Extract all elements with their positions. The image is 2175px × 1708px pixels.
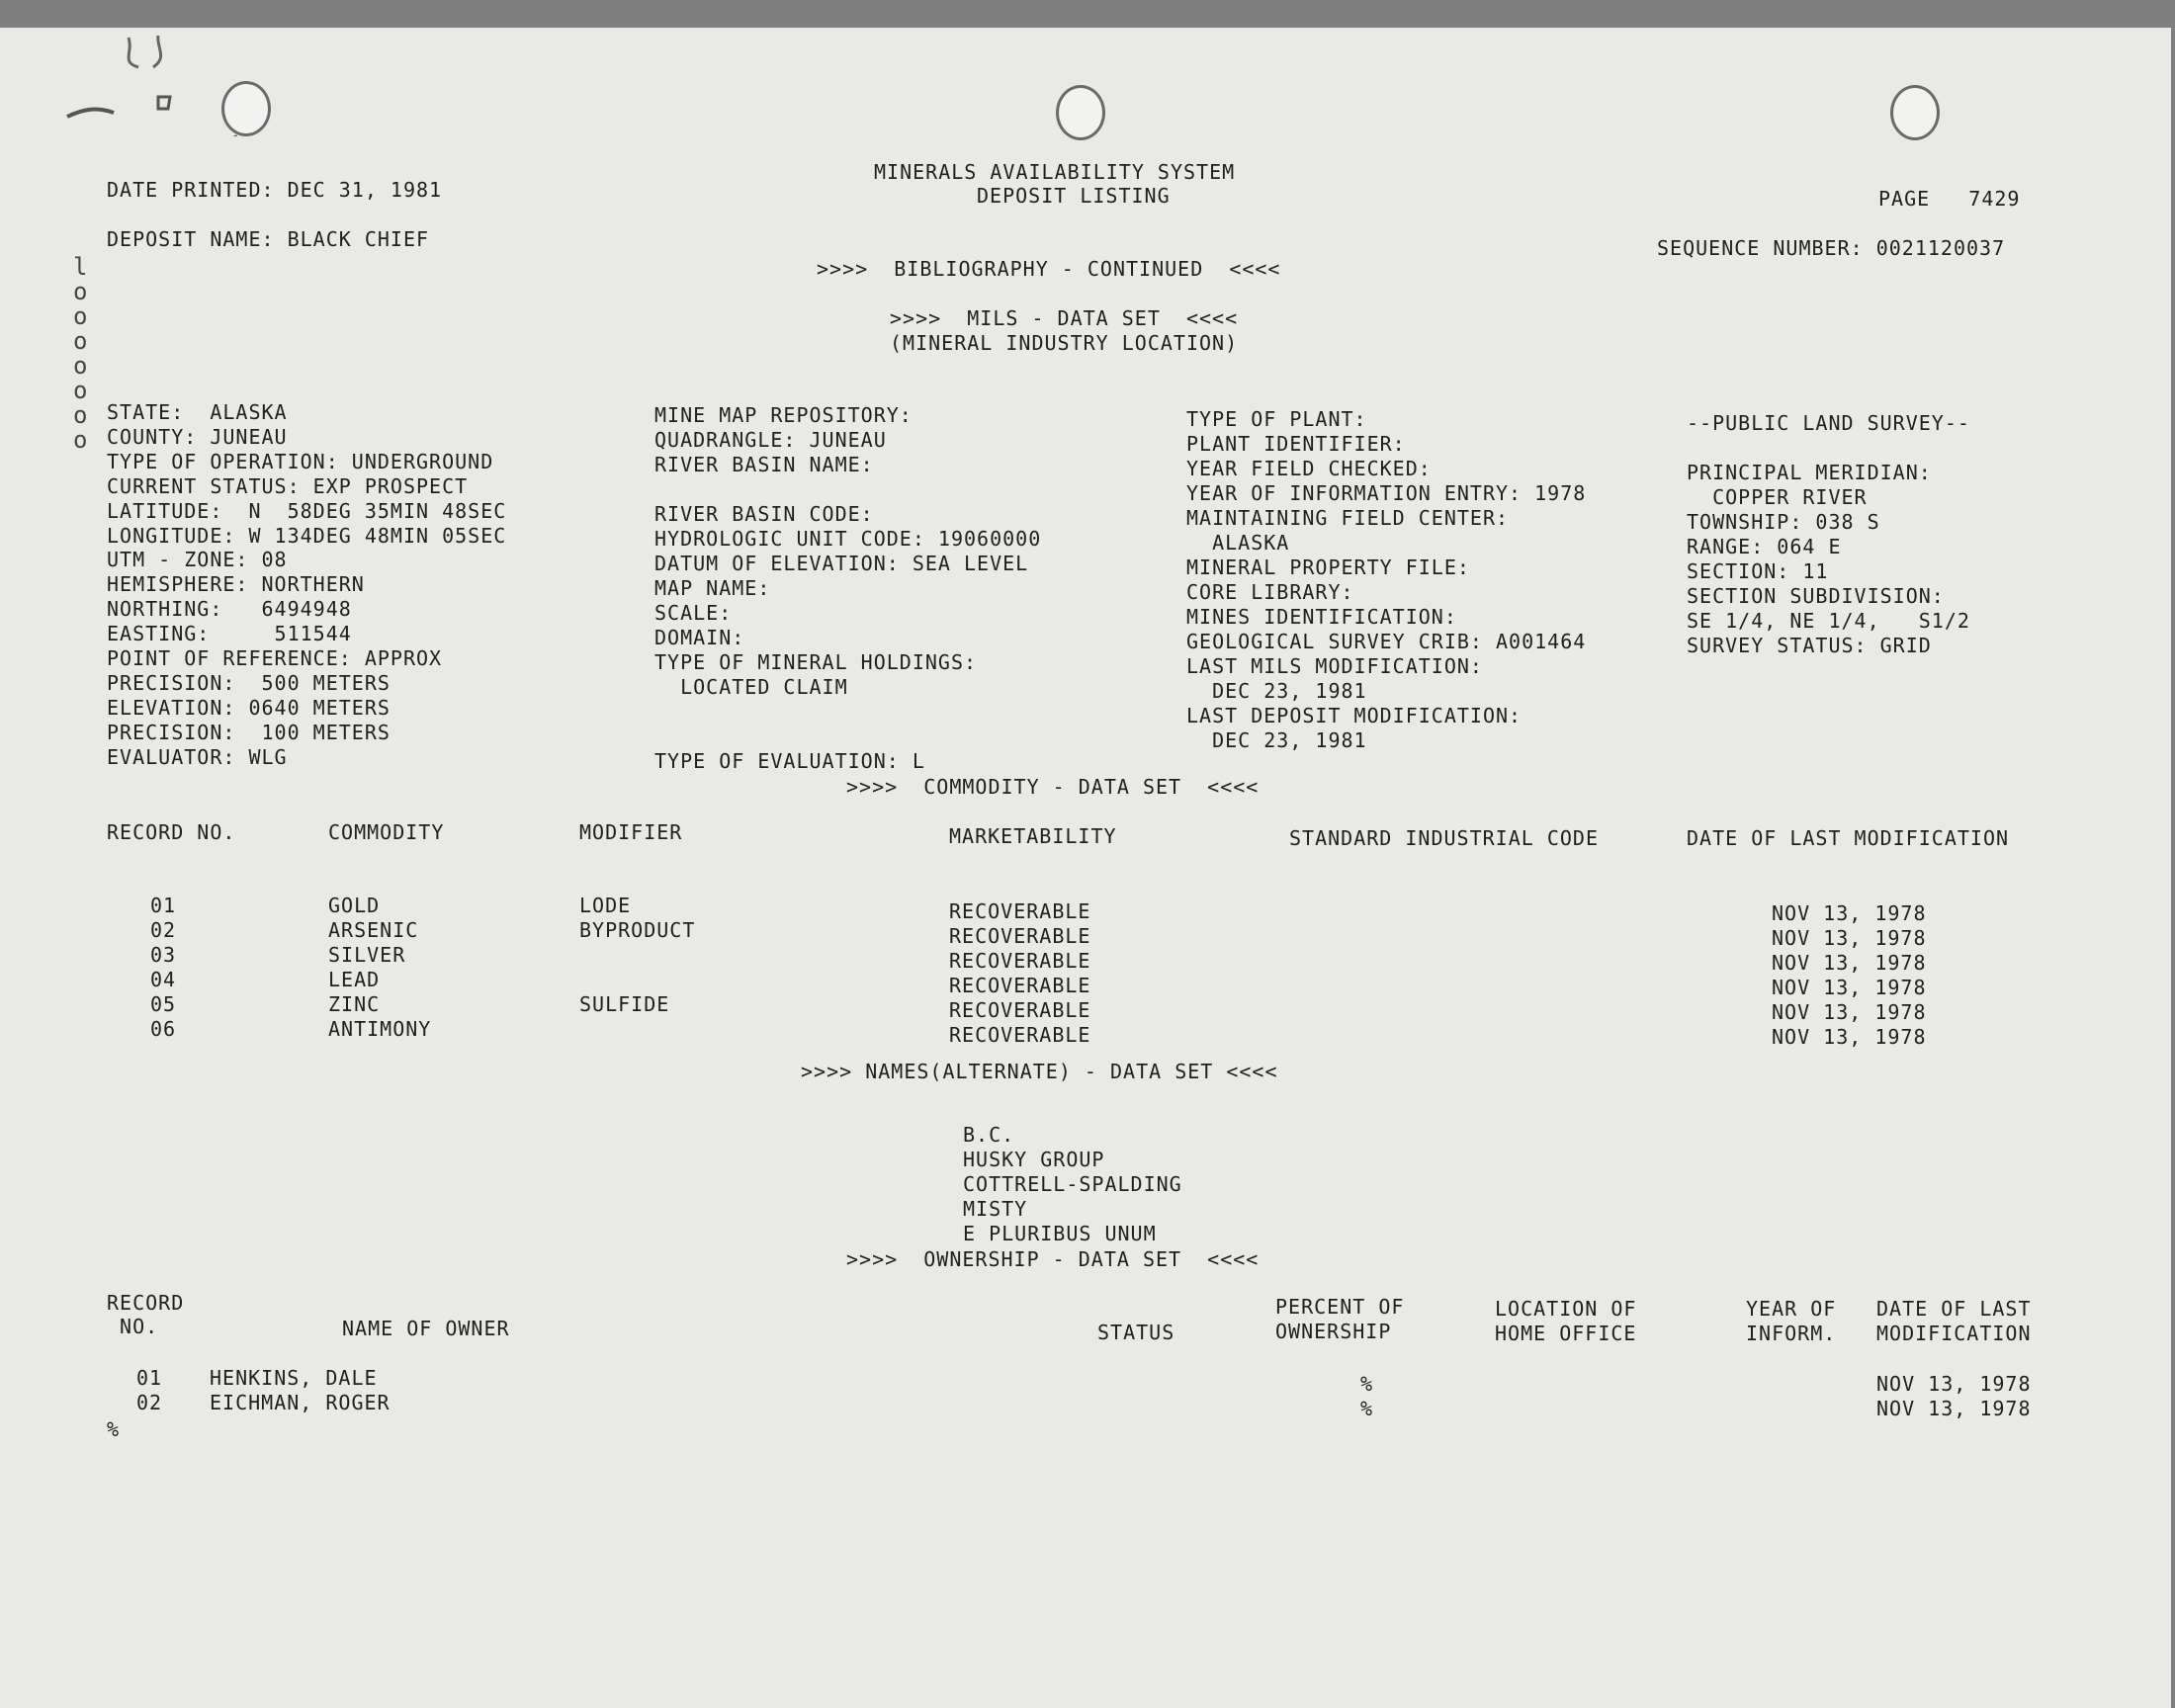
- mils-field-line: DEC 23, 1981: [1186, 679, 1367, 703]
- commodity-modifier: BYPRODUCT: [579, 918, 696, 942]
- mils-field-line: RIVER BASIN CODE:: [654, 502, 874, 526]
- commodity-header-modifier: MODIFIER: [579, 820, 683, 844]
- margin-digit: o: [73, 352, 88, 380]
- ownership-header-date-1: DATE OF LAST: [1876, 1297, 2032, 1321]
- modification-date: NOV 13, 1978: [1876, 1372, 2032, 1396]
- ownership-header-percent-1: PERCENT OF: [1275, 1295, 1405, 1319]
- record-number: 04: [150, 968, 177, 991]
- mils-field-line: ELEVATION: 0640 METERS: [107, 695, 391, 720]
- marketability-value: RECOVERABLE: [949, 924, 1091, 948]
- mils-field-line: LAST DEPOSIT MODIFICATION:: [1186, 704, 1522, 727]
- survey-field-line: RANGE: 064 E: [1687, 535, 1842, 558]
- modification-date: NOV 13, 1978: [1772, 1025, 1927, 1049]
- alternate-name: COTTRELL-SPALDING: [963, 1172, 1182, 1196]
- record-number: 06: [150, 1017, 177, 1041]
- mils-field-line: MINE MAP REPOSITORY:: [654, 403, 913, 427]
- survey-field-line: SECTION SUBDIVISION:: [1687, 584, 1945, 608]
- ownership-header-date-2: MODIFICATION: [1876, 1322, 2032, 1345]
- mils-field-line: UTM - ZONE: 08: [107, 548, 288, 572]
- margin-digit: o: [73, 327, 88, 355]
- record-number: 03: [150, 943, 177, 967]
- mils-field-line: NORTHING: 6494948: [107, 597, 352, 622]
- ownership-header-year-1: YEAR OF: [1746, 1297, 1837, 1321]
- ownership-header-no: NO.: [107, 1315, 159, 1338]
- mils-field-line: PRECISION: 100 METERS: [107, 720, 391, 744]
- commodity-heading: >>>> COMMODITY - DATA SET <<<<: [846, 775, 1260, 799]
- commodity-name: SILVER: [328, 943, 406, 967]
- commodity-name: GOLD: [328, 894, 381, 917]
- commodity-header-date: DATE OF LAST MODIFICATION: [1687, 826, 2010, 850]
- punch-hole-center: [1056, 85, 1105, 140]
- deposit-name: DEPOSIT NAME: BLACK CHIEF: [107, 227, 430, 251]
- date-printed: DATE PRINTED: DEC 31, 1981: [107, 178, 443, 202]
- mils-field-line: COUNTY: JUNEAU: [107, 424, 288, 449]
- marketability-value: RECOVERABLE: [949, 998, 1091, 1022]
- mils-field-line: MAP NAME:: [654, 576, 771, 600]
- page-number: PAGE 7429: [1878, 187, 2021, 211]
- commodity-name: ANTIMONY: [328, 1017, 432, 1041]
- survey-field-line: SE 1/4, NE 1/4, S1/2: [1687, 609, 1970, 633]
- listing-title: DEPOSIT LISTING: [977, 184, 1171, 208]
- mils-field-line: ALASKA: [1186, 531, 1290, 555]
- mils-field-line: MAINTAINING FIELD CENTER:: [1186, 506, 1510, 530]
- mils-field-line: LATITUDE: N 58DEG 35MIN 48SEC: [107, 498, 507, 523]
- ownership-heading: >>>> OWNERSHIP - DATA SET <<<<: [846, 1247, 1260, 1271]
- ownership-header-record: RECORD: [107, 1291, 185, 1315]
- mils-field-line: TYPE OF PLANT:: [1186, 407, 1367, 431]
- record-number: 02: [150, 918, 177, 942]
- mils-field-line: DEC 23, 1981: [1186, 728, 1367, 752]
- ownership-header-name: NAME OF OWNER: [342, 1317, 510, 1340]
- commodity-header-sic: STANDARD INDUSTRIAL CODE: [1289, 826, 1599, 850]
- survey-field-line: SECTION: 11: [1687, 559, 1829, 583]
- names-heading: >>>> NAMES(ALTERNATE) - DATA SET <<<<: [801, 1060, 1278, 1083]
- mils-subheading: (MINERAL INDUSTRY LOCATION): [890, 331, 1239, 355]
- ownership-header-status: STATUS: [1097, 1321, 1175, 1344]
- mils-field-line: RIVER BASIN NAME:: [654, 453, 874, 476]
- alternate-name: HUSKY GROUP: [963, 1148, 1105, 1171]
- modification-date: NOV 13, 1978: [1876, 1397, 2032, 1420]
- alternate-name: E PLURIBUS UNUM: [963, 1222, 1157, 1245]
- mils-field-line: LAST MILS MODIFICATION:: [1186, 654, 1483, 678]
- mils-field-line: EASTING: 511544: [107, 622, 352, 646]
- mils-heading: >>>> MILS - DATA SET <<<<: [890, 306, 1239, 330]
- mils-field-line: YEAR FIELD CHECKED:: [1186, 457, 1432, 480]
- punch-hole-right: [1890, 85, 1940, 140]
- owner-name: HENKINS, DALE: [210, 1366, 378, 1390]
- mils-field-line: QUADRANGLE: JUNEAU: [654, 428, 887, 452]
- mils-field-line: POINT OF REFERENCE: APPROX: [107, 646, 443, 670]
- commodity-name: ZINC: [328, 992, 381, 1016]
- commodity-modifier: LODE: [579, 894, 632, 917]
- mils-field-line: PLANT IDENTIFIER:: [1186, 432, 1406, 456]
- ownership-percent: %: [1360, 1397, 1374, 1420]
- alternate-name: B.C.: [963, 1123, 1015, 1147]
- survey-field-line: TOWNSHIP: 038 S: [1687, 510, 1880, 534]
- mils-field-line: LOCATED CLAIM: [654, 675, 848, 699]
- ownership-header-percent-2: OWNERSHIP: [1275, 1320, 1392, 1343]
- mils-field-line: GEOLOGICAL SURVEY CRIB: A001464: [1186, 630, 1587, 653]
- mils-field-line: TYPE OF MINERAL HOLDINGS:: [654, 650, 978, 674]
- marketability-value: RECOVERABLE: [949, 974, 1091, 997]
- mils-field-line: TYPE OF OPERATION: UNDERGROUND: [107, 449, 494, 473]
- mils-field-line: MINERAL PROPERTY FILE:: [1186, 555, 1470, 579]
- sequence-number: SEQUENCE NUMBER: 0021120037: [1657, 236, 2006, 260]
- survey-field-line: --PUBLIC LAND SURVEY--: [1687, 411, 1970, 435]
- record-number: 01: [136, 1366, 163, 1390]
- modification-date: NOV 13, 1978: [1772, 901, 1927, 925]
- marketability-value: RECOVERABLE: [949, 899, 1091, 923]
- marketability-value: RECOVERABLE: [949, 949, 1091, 973]
- ownership-header-year-2: INFORM.: [1746, 1322, 1837, 1345]
- modification-date: NOV 13, 1978: [1772, 976, 1927, 999]
- modification-date: NOV 13, 1978: [1772, 926, 1927, 950]
- mils-field-line: CURRENT STATUS: EXP PROSPECT: [107, 473, 469, 498]
- ownership-percent: %: [1360, 1372, 1374, 1396]
- margin-digit: o: [73, 401, 88, 429]
- mils-field-line: LONGITUDE: W 134DEG 48MIN 05SEC: [107, 523, 507, 548]
- printout-page: [0, 28, 2171, 1708]
- mils-field-line: SCALE:: [654, 601, 733, 625]
- survey-field-line: SURVEY STATUS: GRID: [1687, 634, 1932, 657]
- mils-field-line: YEAR OF INFORMATION ENTRY: 1978: [1186, 481, 1587, 505]
- bibliography-heading: >>>> BIBLIOGRAPHY - CONTINUED <<<<: [817, 257, 1281, 281]
- record-number: 05: [150, 992, 177, 1016]
- mils-field-line: CORE LIBRARY:: [1186, 580, 1354, 604]
- commodity-header-commodity: COMMODITY: [328, 820, 445, 844]
- commodity-modifier: SULFIDE: [579, 992, 670, 1016]
- margin-digit: o: [73, 278, 88, 305]
- alternate-name: MISTY: [963, 1197, 1028, 1221]
- margin-digit: o: [73, 426, 88, 454]
- mils-field-line: PRECISION: 500 METERS: [107, 670, 391, 695]
- ownership-header-location-1: LOCATION OF: [1495, 1297, 1637, 1321]
- mils-field-line: DOMAIN:: [654, 626, 745, 649]
- ownership-header-location-2: HOME OFFICE: [1495, 1322, 1637, 1345]
- handwritten-mark: [59, 28, 257, 136]
- commodity-header-record: RECORD NO.: [107, 820, 236, 844]
- survey-field-line: COPPER RIVER: [1687, 485, 1868, 509]
- marketability-value: RECOVERABLE: [949, 1023, 1091, 1047]
- mils-field-line: DATUM OF ELEVATION: SEA LEVEL: [654, 552, 1029, 575]
- record-number: 01: [150, 894, 177, 917]
- modification-date: NOV 13, 1978: [1772, 1000, 1927, 1024]
- ownership-footer-percent: %: [107, 1417, 121, 1441]
- survey-field-line: PRINCIPAL MERIDIAN:: [1687, 461, 1932, 484]
- owner-name: EICHMAN, ROGER: [210, 1391, 391, 1414]
- margin-digits: [73, 255, 95, 453]
- commodity-header-marketability: MARKETABILITY: [949, 824, 1117, 848]
- system-title: MINERALS AVAILABILITY SYSTEM: [874, 160, 1236, 184]
- commodity-name: ARSENIC: [328, 918, 419, 942]
- margin-digit: o: [73, 302, 88, 330]
- mils-field-line: MINES IDENTIFICATION:: [1186, 605, 1457, 629]
- margin-digit: o: [73, 377, 88, 404]
- commodity-name: LEAD: [328, 968, 381, 991]
- mils-field-line: STATE: ALASKA: [107, 400, 288, 424]
- mils-field-line: TYPE OF EVALUATION: L: [654, 749, 925, 773]
- mils-field-line: HEMISPHERE: NORTHERN: [107, 572, 365, 597]
- margin-digit: l: [73, 253, 88, 281]
- modification-date: NOV 13, 1978: [1772, 951, 1927, 975]
- mils-field-line: HYDROLOGIC UNIT CODE: 19060000: [654, 527, 1042, 551]
- record-number: 02: [136, 1391, 163, 1414]
- mils-field-line: EVALUATOR: WLG: [107, 744, 288, 769]
